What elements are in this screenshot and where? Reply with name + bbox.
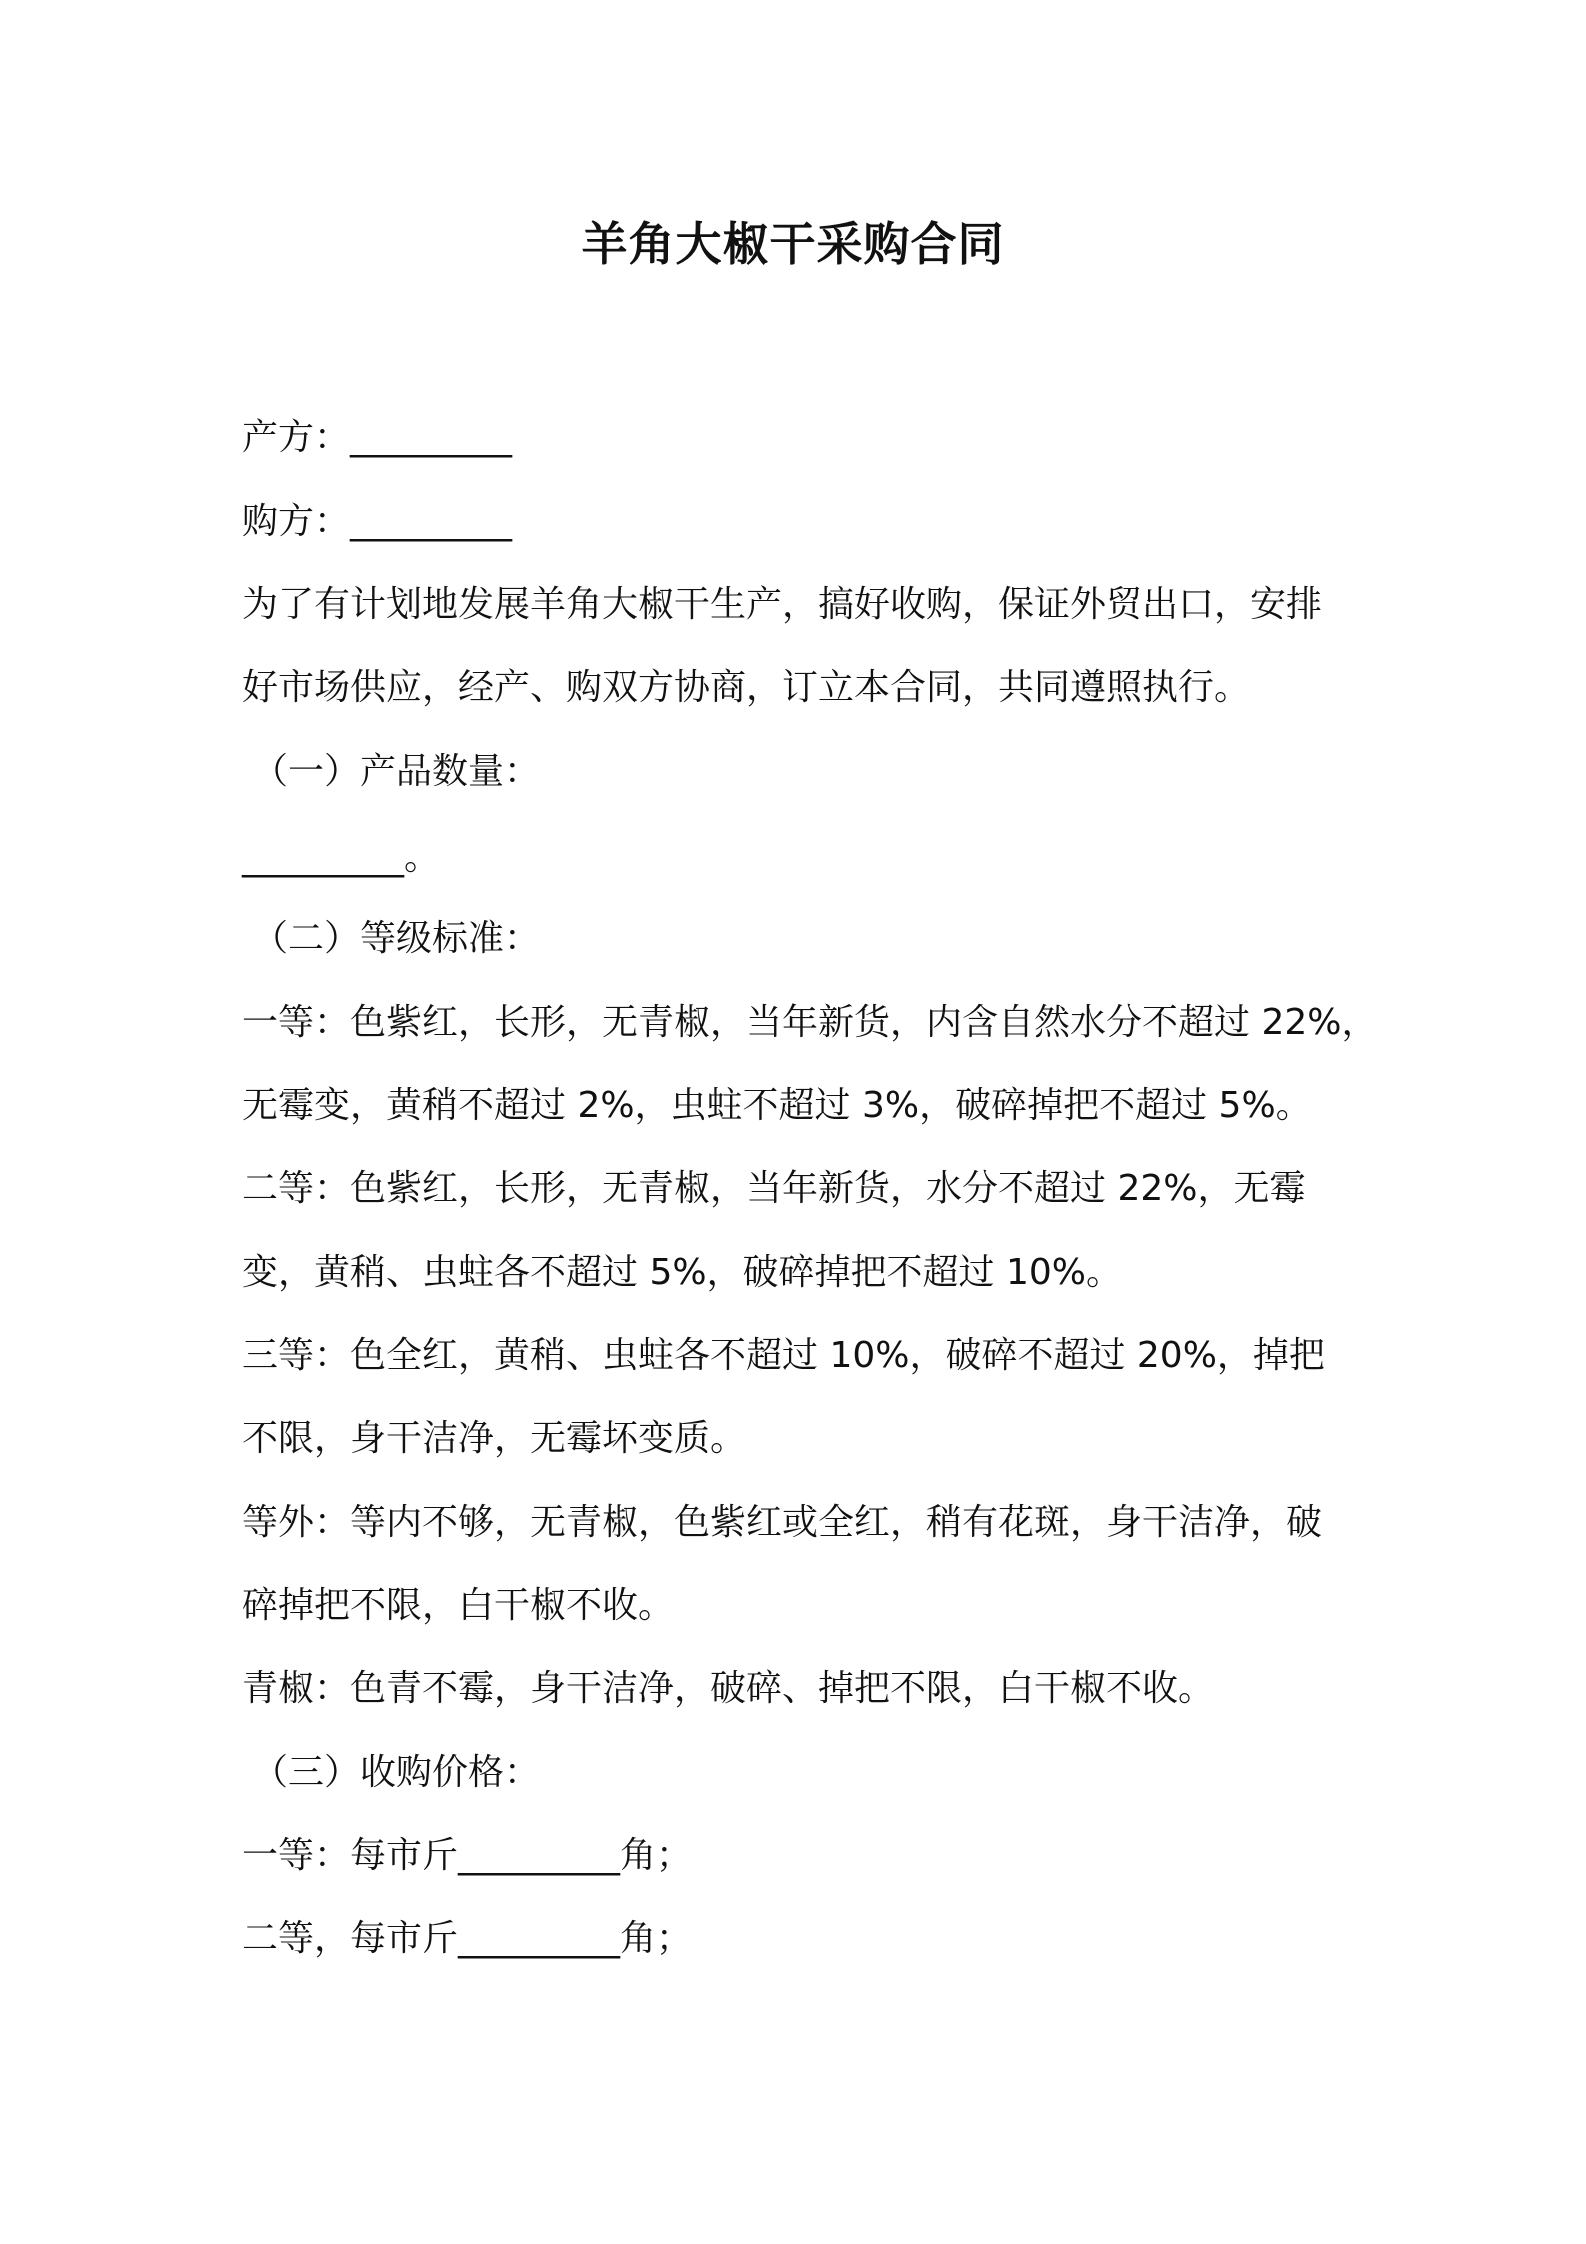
buyer-line: 购方：_________	[242, 501, 513, 542]
seller-line: 产方：_________	[242, 417, 513, 458]
grade-one-line-1: 一等：色紫红，长形，无青椒，当年新货，内含自然水分不超过 22%，	[242, 1002, 1378, 1043]
section-heading-quantity: （一）产品数量：	[252, 751, 541, 792]
grade-out-line-1: 等外：等内不够，无青椒，色紫红或全红，稍有花斑，身干洁净，破	[242, 1502, 1323, 1543]
grade-two-line-2: 变，黄稍、虫蛀各不超过 5%，破碎掉把不超过 10%。	[242, 1252, 1123, 1293]
grade-one-line-2: 无霉变，黄稍不超过 2%，虫蛀不超过 3%，破碎掉把不超过 5%。	[242, 1085, 1312, 1126]
quantity-blank-line: _________。	[242, 837, 441, 878]
intro-paragraph-line-2: 好市场供应，经产、购双方协商，订立本合同，共同遵照执行。	[242, 667, 1251, 708]
section-heading-grade-standard: （二）等级标准：	[252, 918, 541, 959]
document-title: 羊角大椒干采购合同	[581, 217, 1005, 271]
grade-three-line-1: 三等：色全红，黄稍、虫蛀各不超过 10%，破碎不超过 20%，掉把	[242, 1335, 1325, 1376]
section-heading-price: （三）收购价格：	[252, 1752, 541, 1793]
grade-out-line-2: 碎掉把不限，白干椒不收。	[242, 1585, 675, 1626]
green-pepper-line: 青椒：色青不霉，身干洁净，破碎、掉把不限，白干椒不收。	[242, 1668, 1215, 1709]
grade-three-line-2: 不限，身干洁净，无霉坏变质。	[242, 1418, 747, 1459]
price-grade-one-line: 一等：每市斤_________角；	[242, 1835, 693, 1876]
grade-two-line-1: 二等：色紫红，长形，无青椒，当年新货，水分不超过 22%，无霉	[242, 1168, 1306, 1209]
price-grade-two-line: 二等，每市斤_________角；	[242, 1918, 693, 1959]
intro-paragraph-line-1: 为了有计划地发展羊角大椒干生产，搞好收购，保证外贸出口，安排	[242, 584, 1323, 625]
